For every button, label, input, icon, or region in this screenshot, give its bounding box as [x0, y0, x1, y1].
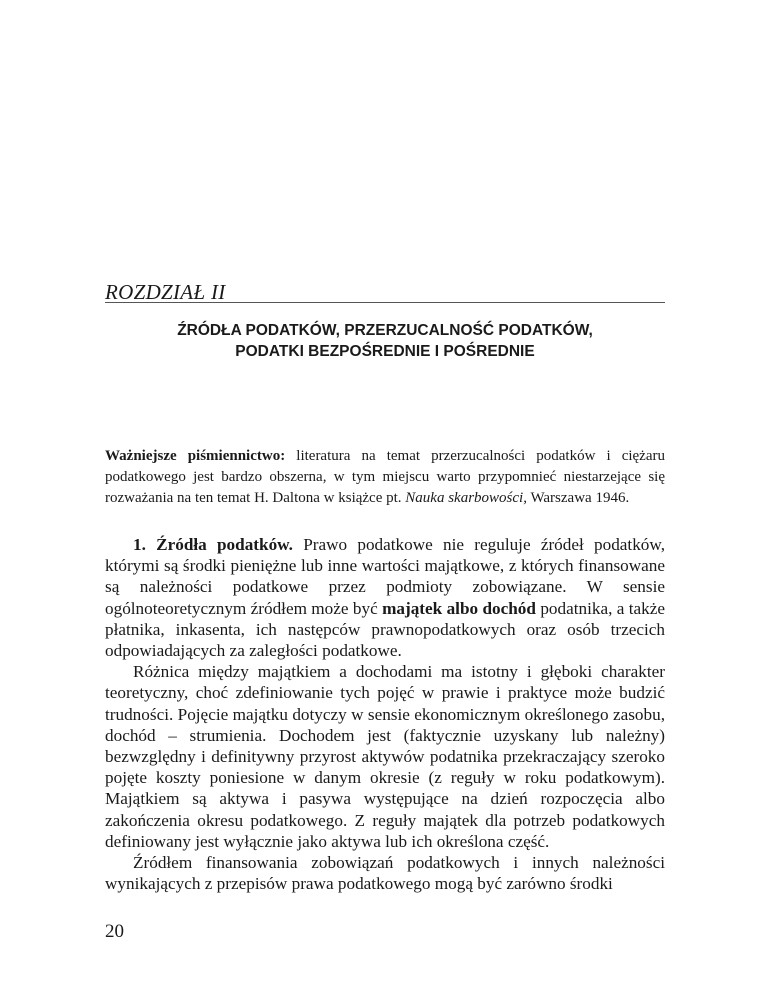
chapter-rule: [105, 302, 665, 303]
section-1-paragraph-1: [105, 534, 665, 661]
section-1-heading: 1. Źródła podatków.: [133, 535, 293, 554]
section-1: [105, 534, 665, 894]
chapter-title-line-1: ŹRÓDŁA PODATKÓW, PRZERZUCALNOŚĆ PODATKÓW,: [177, 322, 593, 339]
section-1-paragraph-3: Źródłem finansowania zobowiązań podatkowych i innych należności wynikających z przepisów prawa podatkowego mogą być zarówno środki: [105, 853, 665, 894]
section-1-paragraph-2: Różnica między majątkiem a dochodami ma istotny i głęboki charakter teoretyczny, choć zdefiniowanie tych pojęć w prawie i praktyce może budzić trudności. Pojęcie majątku dotyczy w sensie ekonomicznym określonego zasobu, dochód – strumienia. Dochodem jest (faktycznie uzyskany lub należny) bezwzględny i definitywny przyrost aktywów podatnika przekraczający szeroko pojęte koszty poniesione w danym okresie (z reguły w roku podatkowym). Majątkiem są aktywa i pasywa występujące na dzień rozpoczęcia albo zakończenia okresu podatkowego. Z reguły majątek dla potrzeb podatkowych definiowany jest wyłącznie jako aktywa lub ich określona część.: [105, 662, 665, 851]
literature-note: [105, 446, 665, 509]
section-1-p1-text-2: podatnika, a także płatnika, inkasenta, ich następców prawnopodatkowych oraz osób trzecich odpowiadających za zaległości podatkowe.: [105, 598, 665, 661]
literature-text-2: , Warszawa 1946.: [523, 490, 630, 506]
literature-book-title: Nauka skarbowości: [405, 490, 524, 506]
section-1-p1-bold: majątek albo dochód: [382, 598, 536, 618]
literature-text-1: literatura na temat przerzucalności podatków i ciężaru podatkowego jest bardzo obszerna, w tym miejscu warto przypomnieć niestarzejące się rozważania na ten temat H. Daltona w książce pt.: [105, 448, 665, 506]
page-number: 20: [105, 921, 124, 942]
chapter-label: ROZDZIAŁ II: [105, 280, 226, 304]
chapter-title-line-2: PODATKI BEZPOŚREDNIE I POŚREDNIE: [235, 343, 535, 360]
section-1-p1-text-1: Prawo podatkowe nie reguluje źródeł podatków, którymi są środki pieniężne lub inne wartości majątkowe, z których finansowane są należności podatkowe przez podmioty zobowiązane. W sensie ogólnoteoretycznym źródłem może być: [105, 535, 665, 618]
literature-label: Ważniejsze piśmiennictwo:: [105, 448, 286, 464]
chapter-title: [105, 320, 665, 362]
